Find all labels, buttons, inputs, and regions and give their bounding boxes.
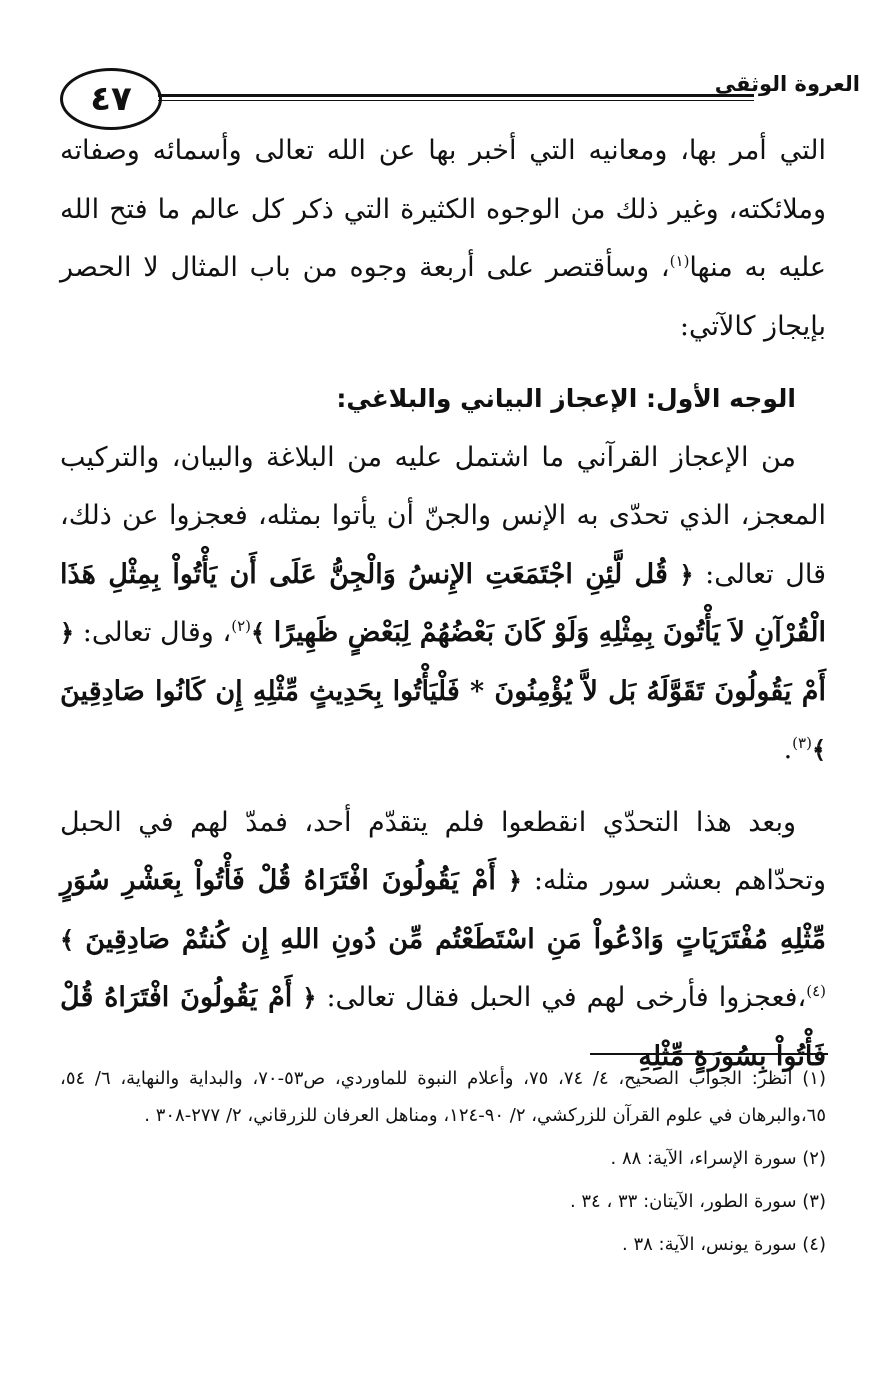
section-heading: الوجه الأول: الإعجاز البياني والبلاغي: — [336, 384, 796, 413]
quran-bracket-open: ﴿ — [302, 983, 317, 1012]
footnote-ref-3[interactable]: (٣) — [792, 734, 812, 752]
page-header — [60, 60, 860, 130]
footnote-4: (٤) سورة يونس، الآية: ٣٨ . — [622, 1234, 826, 1255]
footnotes — [60, 1060, 826, 1263]
footnote-2: (٢) سورة الإسراء، الآية: ٨٨ . — [610, 1148, 826, 1169]
quran-bracket-close: ﴾ — [811, 735, 826, 764]
footnote-1: (١) انظر: الجواب الصحيح، ٤/ ٧٤، ٧٥، وأعلام النبوة للماوردي، ص٥٣-٧٠، والبداية والنهاية، ٦/ ٥٤، ٦٥،والبرهان في علوم القرآن للزركشي، ٢/ ٩٠-١٢٤، ومناهل العرفان للزرقاني، ٢/ ٢٧٧-٣٠٨ . — [60, 1068, 826, 1126]
footnote-ref-4[interactable]: (٤) — [806, 982, 827, 1000]
verse-tur-33-34: أَمْ يَقُولُونَ تَقَوَّلَهُ بَل لاَّ يُؤْمِنُونَ * فَلْيَأْتُوا بِحَدِيثٍ مِّثْلِهِ إِن كَانُوا صَادِقِينَ — [60, 675, 826, 707]
paragraph-intro: التي أمر بها، ومعانيه التي أخبر بها عن الله تعالى وأسمائه وصفاته وملائكته، وغير ذلك من الوجوه الكثيرة التي ذكر كل عالم ما فتح الله عليه به منها$^{(١)}$، وسأقتصر على أربعة وجوه من باب المثال لا الحصر بإيجاز كالآتي: — [60, 135, 827, 342]
footnote-ref-2[interactable]: (٢) — [231, 617, 252, 635]
header-rule — [158, 94, 754, 97]
quran-bracket-close: ﴾ — [60, 924, 75, 954]
header-rule-thin — [158, 100, 754, 101]
verse-isra-88: قُل لَّئِنِ اجْتَمَعَتِ الإِنسُ وَالْجِنُّ عَلَى أَن يَأْتُواْ بِمِثْلِ هَذَا الْقُرْآنِ لاَ يَأْتُونَ بِمِثْلِهِ وَلَوْ كَانَ بَعْضُهُمْ لِبَعْضٍ ظَهِيرًا — [60, 558, 826, 648]
footnote-3: (٣) سورة الطور، الآيتان: ٣٣ ، ٣٤ . — [569, 1191, 826, 1212]
quran-bracket-open: ﴿ — [60, 618, 75, 647]
quran-bracket-open: ﴿ — [507, 866, 522, 895]
paragraph-rhetorical: من الإعجاز القرآني ما اشتمل عليه من البلاغة والبيان، والتركيب المعجز، الذي تحدّى به الإنس والجنّ أن يأتوا بمثله، فعجزوا عن ذلك، قال تعالى: ﴿ قُل لَّئِنِ اجْتَمَعَتِ الإِنسُ وَالْجِنُّ عَلَى أَن يَأْتُواْ بِمِثْلِ هَذَا الْقُرْآنِ لاَ يَأْتُونَ بِمِثْلِهِ وَلَوْ كَانَ بَعْضُهُمْ لِبَعْضٍ ظَهِيرًا ﴾$^{(٢)}$، وقال تعالى: ﴿ أَمْ يَقُولُونَ تَقَوَّلَهُ بَل لاَّ يُؤْمِنُونَ * فَلْيَأْتُوا بِحَدِيثٍ مِّثْلِهِ إِن كَانُوا صَادِقِينَ ﴾$^{(٣)}$. — [60, 441, 826, 765]
quran-bracket-close: ﴾ — [251, 618, 266, 647]
page-number: ٤٧ — [60, 68, 162, 130]
quran-bracket-open: ﴿ — [679, 559, 694, 589]
verse-hud-13: أَمْ يَقُولُونَ افْتَرَاهُ قُلْ فَأْتُواْ بِعَشْرِ سُوَرٍ مِّثْلِهِ مُفْتَرَيَاتٍ وَادْعُواْ مَنِ اسْتَطَعْتُم مِّن دُونِ اللهِ إِن كُنتُمْ صَادِقِينَ — [60, 865, 826, 955]
book-title: العروة الوثقى — [714, 72, 860, 96]
footnote-ref-1[interactable]: (١) — [669, 252, 690, 270]
verse-yunus-38: أَمْ يَقُولُونَ افْتَرَاهُ قُلْ فَأْتُواْ بِسُورَةٍ مِّثْلِهِ — [60, 982, 826, 1072]
paragraph-challenge: وبعد هذا التحدّي انقطعوا فلم يتقدّم أحد، فمدّ لهم في الحبل وتحدّاهم بعشر سور مثله: ﴿ أَمْ يَقُولُونَ افْتَرَاهُ قُلْ فَأْتُواْ بِعَشْرِ سُوَرٍ مِّثْلِهِ مُفْتَرَيَاتٍ وَادْعُواْ مَنِ اسْتَطَعْتُم مِّن دُونِ اللهِ إِن كُنتُمْ صَادِقِينَ ﴾$^{(٤)}$،فعجزوا فأرخى لهم في الحبل فقال تعالى: ﴿ أَمْ يَقُولُونَ افْتَرَاهُ قُلْ فَأْتُواْ بِسُورَةٍ مِّثْلِهِ — [60, 806, 827, 1072]
body-text — [60, 122, 826, 1086]
footnote-separator — [590, 1053, 828, 1055]
